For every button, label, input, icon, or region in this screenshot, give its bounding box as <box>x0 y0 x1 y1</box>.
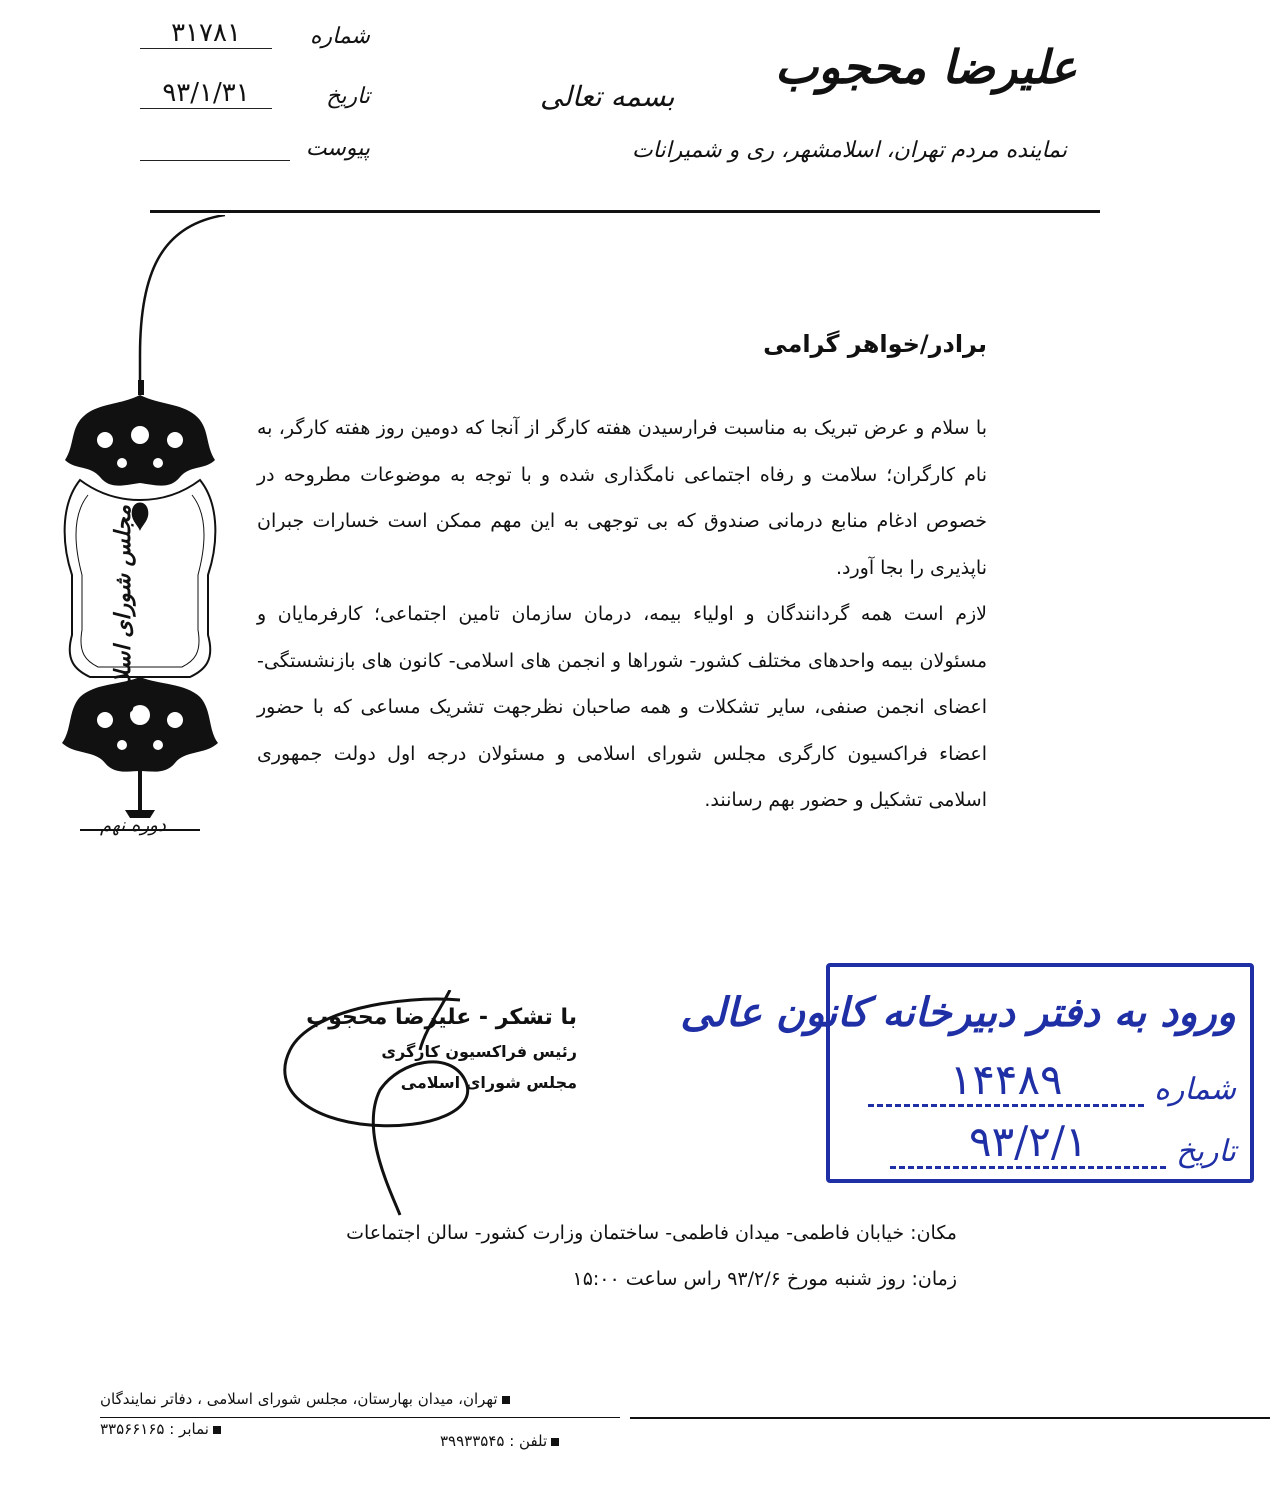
letter-date-label: تاریخ <box>326 84 370 109</box>
stamp-date-value: ۹۳/۲/۱ <box>890 1117 1166 1169</box>
letter-attachment-value <box>140 138 290 161</box>
footer-address-row <box>100 1390 510 1408</box>
stamp-date-row <box>890 1117 1236 1169</box>
sender-name: علیرضا محجوب <box>774 40 1077 94</box>
footer-fax-row <box>100 1420 221 1438</box>
stamp-number-value: ۱۴۴۸۹ <box>868 1055 1144 1107</box>
letter-date-row <box>140 78 370 109</box>
letter-number-row <box>140 18 370 49</box>
parliament-term-label: دوره نهم <box>100 815 166 836</box>
bullet-icon <box>551 1438 559 1446</box>
signature-organization: مجلس شورای اسلامی <box>400 1073 577 1092</box>
letter-date-value: ۹۳/۱/۳۱ <box>140 78 272 109</box>
stamp-number-label: شماره <box>1154 1072 1236 1107</box>
basmala: بسمه تعالی <box>540 80 675 113</box>
letter-number-label: شماره <box>309 24 370 49</box>
footer-phone: تلفن : ۳۹۹۳۳۵۴۵ <box>440 1432 548 1450</box>
body-paragraph-2: لازم است همه گردانندگان و اولیاء بیمه، درمان سازمان تامین اجتماعی؛ کارفرمایان و مسئولان بیمه واحدهای مختلف کشور- شوراها و انجمن های اسلامی- کانون های بازنشستگی- اعضای انجمن صنفی، سایر تشکلات و همه صاحبان نظرجهت تشریک مساعی که با حضور اعضاء فراکسیون کارگری مجلس شورای اسلامی و مسئولان درجه اول دولت جمهوری اسلامی تشکیل و حضور بهم رسانند. <box>257 603 987 811</box>
signature-block <box>306 1005 577 1092</box>
footer-address: تهران، میدان بهارستان، مجلس شورای اسلامی ، دفاتر نمایندگان <box>100 1390 498 1408</box>
body-paragraph-1: با سلام و عرض تبریک به مناسبت فرارسیدن هفته کارگر از آنجا که دومین روز هفته کارگر، به نام کارگران؛ سلامت و رفاه اجتماعی نامگذاری شده و با توجه به موضوعات مطروحه در خصوص ادغام منابع درمانی صندوق که بی توجهی به این مهم ممکن است خسارات جبران ناپذیری را بجا آورد. <box>257 417 987 579</box>
signature-title: رئیس فراکسیون کارگری <box>381 1042 577 1061</box>
sender-title: نماینده مردم تهران، اسلامشهر، ری و شمیرانات <box>632 138 1067 163</box>
receipt-stamp <box>680 963 1254 1183</box>
letter-body <box>257 405 987 824</box>
footer-divider-right <box>630 1417 1270 1419</box>
stamp-date-label: تاریخ <box>1176 1134 1236 1169</box>
stamp-title: ورود به دفتر دبیرخانه کانون عالی <box>680 989 1236 1036</box>
bullet-icon <box>213 1426 221 1434</box>
letter-attachment-row <box>140 136 370 161</box>
footer-fax: نمابر : ۳۳۵۶۶۱۶۵ <box>100 1420 209 1438</box>
header-divider <box>150 210 1100 213</box>
meeting-place: مکان: خیابان فاطمی- میدان فاطمی- ساختمان وزارت کشور- سالن اجتماعات <box>346 1222 957 1244</box>
footer-divider-left <box>100 1417 620 1418</box>
letter-number-value: ۳۱۷۸۱ <box>140 18 272 49</box>
meeting-time: زمان: روز شنبه مورخ ۹۳/۲/۶ راس ساعت ۱۵:۰۰ <box>572 1268 957 1290</box>
letter-attachment-label: پیوست <box>305 136 370 161</box>
stamp-number-row <box>868 1055 1236 1107</box>
salutation: برادر/خواهر گرامی <box>763 330 987 358</box>
bullet-icon <box>502 1396 510 1404</box>
signature-name: با تشکر - علیرضا محجوب <box>306 1005 577 1030</box>
emblem-calligraphy: مجلس شورای اسلامی <box>110 505 136 714</box>
footer-phone-row <box>440 1432 559 1450</box>
